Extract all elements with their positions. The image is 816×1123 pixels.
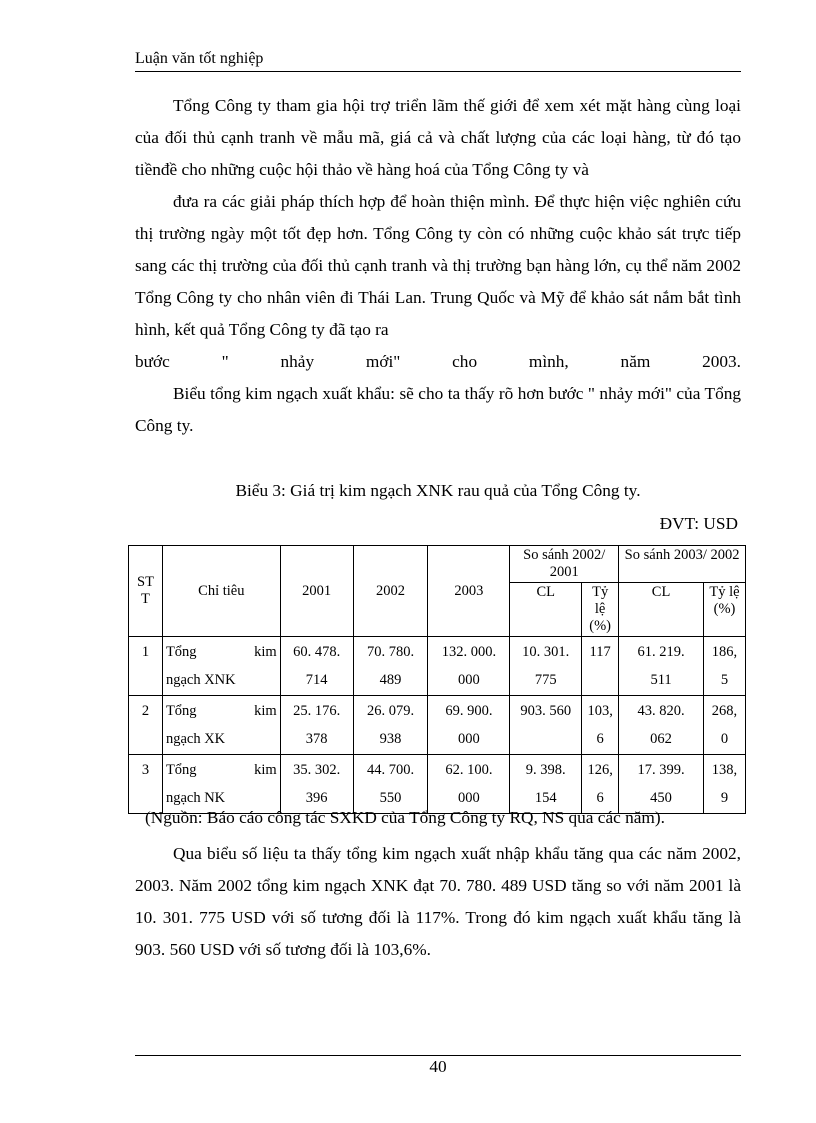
data-table xyxy=(128,545,746,814)
cell-2002: 44. 700. 550 xyxy=(353,755,428,814)
header-cl-2: CL xyxy=(619,583,704,637)
paragraph-4: Qua biểu số liệu ta thấy tổng kim ngạch xuất nhập khẩu tăng qua các năm 2002, 2003. Năm 2002 tổng kim ngạch XNK đạt 70. 780. 489 USD tăng so với năm 2001 là 10. 301. 775 USD với số tương đối là 117%. Trong đó kim ngạch xuất khẩu tăng là 903. 560 USD với số tương đối là 103,6%. xyxy=(135,844,741,959)
table-row xyxy=(129,637,746,696)
running-header: Luận văn tốt nghiệp xyxy=(135,50,264,67)
cell-2003: 132. 000. 000 xyxy=(428,637,510,696)
cell-2001: 60. 478. 714 xyxy=(280,637,353,696)
cell-ratio-2: 138, 9 xyxy=(703,755,745,814)
header-ratio-2: Tỷ lệ (%) xyxy=(703,583,745,637)
cell-ratio-1: 117 xyxy=(582,637,619,696)
paragraph-2-last-line: bước " nhảy mới" cho mình, năm 2003. xyxy=(135,352,741,371)
paragraph-1: Tổng Công ty tham gia hội trợ triển lãm thế giới để xem xét mặt hàng cùng loại của đối thủ cạnh tranh về mẫu mã, giá cả và chất lượng của các loại hàng, từ đó tạo tiềnđề cho những cuộc hội thảo về hàng hoá của Tổng Công ty và xyxy=(135,96,741,179)
table-row xyxy=(129,755,746,814)
header-rule xyxy=(135,71,741,72)
header-stt: ST T xyxy=(129,546,163,637)
cell-indicator: Tổng kim ngạch XNK xyxy=(162,637,280,696)
header-ratio-1: Tỷ lệ (%) xyxy=(582,583,619,637)
cell-cl-1: 10. 301. 775 xyxy=(510,637,582,696)
cell-indicator: Tổng kim ngạch XK xyxy=(162,696,280,755)
cell-ratio-1: 126, 6 xyxy=(582,755,619,814)
cell-2002: 70. 780. 489 xyxy=(353,637,428,696)
header-compare-2003-2002: So sánh 2003/ 2002 xyxy=(619,546,746,583)
cell-cl-2: 17. 399. 450 xyxy=(619,755,704,814)
footer-rule xyxy=(135,1055,741,1056)
table-header-row-1 xyxy=(129,546,746,583)
unit-label: ĐVT: USD xyxy=(659,514,738,533)
header-cl-1: CL xyxy=(510,583,582,637)
table-row xyxy=(129,696,746,755)
header-2003: 2003 xyxy=(428,546,510,637)
paragraph-3: Biểu tổng kim ngạch xuất khẩu: sẽ cho ta thấy rõ hơn bước " nhảy mới" của Tổng Công ty. xyxy=(135,384,741,435)
cell-cl-1: 9. 398. 154 xyxy=(510,755,582,814)
cell-ratio-2: 186, 5 xyxy=(703,637,745,696)
cell-indicator: Tổng kim ngạch NK xyxy=(162,755,280,814)
cell-cl-2: 61. 219. 511 xyxy=(619,637,704,696)
cell-stt: 3 xyxy=(129,755,163,814)
header-2002: 2002 xyxy=(353,546,428,637)
cell-2003: 69. 900. 000 xyxy=(428,696,510,755)
page-number: 40 xyxy=(429,1057,447,1076)
cell-cl-2: 43. 820. 062 xyxy=(619,696,704,755)
cell-2001: 25. 176. 378 xyxy=(280,696,353,755)
cell-2003: 62. 100. 000 xyxy=(428,755,510,814)
cell-ratio-1: 103, 6 xyxy=(582,696,619,755)
header-indicator: Chỉ tiêu xyxy=(162,546,280,637)
paragraph-2: đưa ra các giải pháp thích hợp để hoàn thiện mình. Để thực hiện việc nghiên cứu thị trường ngày một tốt đẹp hơn. Tổng Công ty còn có những cuộc khảo sát trực tiếp sang các thị trường của đối thủ cạnh tranh và thị trường bạn hàng lớn, cụ thể năm 2002 Tổng Công ty cho nhân viên đi Thái Lan. Trung Quốc và Mỹ để khảo sát nắm bắt tình hình, kết quả Tổng Công ty đã tạo ra xyxy=(135,192,741,339)
cell-2001: 35. 302. 396 xyxy=(280,755,353,814)
table-caption: Biểu 3: Giá trị kim ngạch XNK rau quả của Tổng Công ty. xyxy=(235,481,641,500)
body-section-1 xyxy=(135,90,741,442)
cell-ratio-2: 268, 0 xyxy=(703,696,745,755)
cell-stt: 2 xyxy=(129,696,163,755)
header-compare-2002-2001: So sánh 2002/ 2001 xyxy=(510,546,619,583)
header-2001: 2001 xyxy=(280,546,353,637)
body-section-2 xyxy=(135,838,741,966)
cell-stt: 1 xyxy=(129,637,163,696)
cell-cl-1: 903. 560 xyxy=(510,696,582,755)
cell-2002: 26. 079. 938 xyxy=(353,696,428,755)
table-source-note: (Nguồn: Báo cáo công tác SXKD của Tổng Công ty RQ, NS qua các năm). xyxy=(145,808,665,827)
